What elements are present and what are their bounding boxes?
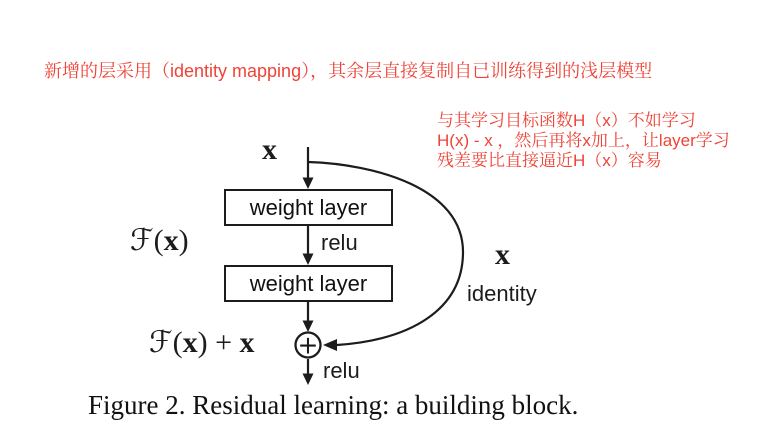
identity-label: identity [467,281,537,306]
side-annotation-line-1: 与其学习目标函数H（x）不如学习 [437,111,696,130]
plus-x-text: ) + [197,326,240,359]
weight-layer-box-2 [224,265,393,302]
paren-open: ( [172,326,183,359]
mid-arrowhead-icon [303,254,314,266]
math-x: x [163,224,179,257]
figure-caption: Figure 2. Residual learning: a building block. [88,390,579,420]
paren-close: ) [178,224,189,257]
side-annotation [437,111,730,171]
shortcut-arrowhead-icon [323,339,337,351]
script-f-glyph: ℱ [130,223,154,258]
output-arrowhead-icon [303,374,314,386]
weight-layer-label-1: weight layer [249,194,368,220]
side-annotation-line-3: 残差要比直接逼近H（x）容易 [437,151,662,170]
residual-function-label [130,223,189,258]
side-annotation-line-2: H(x) - x ，然后再将x加上，让layer学习 [437,131,730,150]
top-annotation: 新增的层采用（identity mapping），其余层直接复制自已训练得到的浅层模型 [44,61,653,81]
plus-icon: + [297,330,319,360]
relu-label-mid: relu [321,230,358,255]
input-x-label: x [262,133,277,166]
shortcut-x-label: x [495,238,510,271]
paren-open: ( [153,224,164,257]
math-x: x [182,326,198,359]
relu-label-output: relu [323,358,360,383]
input-arrowhead-icon [303,178,314,190]
residual-sum-label [149,325,255,360]
math-x: x [239,326,255,359]
script-f-glyph: ℱ [149,325,173,360]
weight-layer-label-2: weight layer [249,270,368,296]
weight-layer-box-1 [224,189,393,226]
